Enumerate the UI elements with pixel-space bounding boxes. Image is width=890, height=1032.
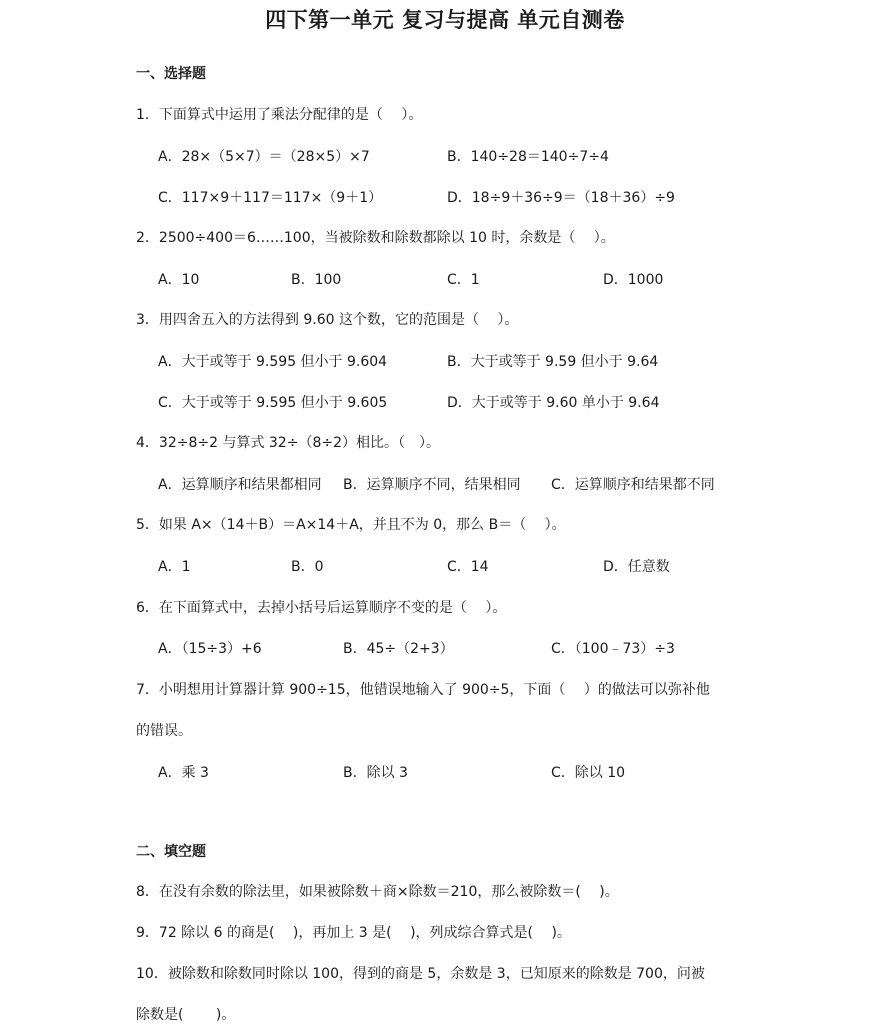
question-5-option-c[interactable]: C．14 bbox=[447, 559, 489, 575]
question-4-option-b[interactable]: B．运算顺序不同，结果相同 bbox=[343, 477, 521, 493]
question-9: 9．72 除以 6 的商是( )，再加上 3 是( )，列成综合算式是( )。 bbox=[136, 925, 571, 941]
question-1-stem: 1．下面算式中运用了乘法分配律的是（ ）。 bbox=[136, 107, 423, 123]
question-1-option-c[interactable]: C．117×9＋117＝117×（9＋1） bbox=[158, 190, 383, 206]
question-6-option-b[interactable]: B．45÷（2+3） bbox=[343, 641, 454, 657]
question-3-option-d[interactable]: D．大于或等于 9.60 单小于 9.64 bbox=[447, 395, 660, 411]
question-5-option-a[interactable]: A．1 bbox=[158, 559, 191, 575]
question-7-option-c[interactable]: C．除以 10 bbox=[551, 765, 626, 781]
question-7-option-b[interactable]: B．除以 3 bbox=[343, 765, 408, 781]
question-3-option-c[interactable]: C．大于或等于 9.595 但小于 9.605 bbox=[158, 395, 388, 411]
question-3-option-b[interactable]: B．大于或等于 9.59 但小于 9.64 bbox=[447, 354, 659, 370]
question-3-option-a[interactable]: A．大于或等于 9.595 但小于 9.604 bbox=[158, 354, 388, 370]
question-5-option-d[interactable]: D．任意数 bbox=[603, 559, 670, 575]
question-4-option-c[interactable]: C．运算顺序和结果都不同 bbox=[551, 477, 715, 493]
question-1-option-a[interactable]: A．28×（5×7）＝（28×5）×7 bbox=[158, 149, 370, 165]
question-8: 8．在没有余数的除法里，如果被除数＋商×除数＝210，那么被除数＝( )。 bbox=[136, 884, 619, 900]
section-heading-fill-blank: 二、填空题 bbox=[136, 844, 206, 860]
question-1-option-d[interactable]: D．18÷9＋36÷9＝（18＋36）÷9 bbox=[447, 190, 675, 206]
question-1-option-b[interactable]: B．140÷28＝140÷7÷4 bbox=[447, 149, 609, 165]
question-7-stem-line-1: 7．小明想用计算器计算 900÷15，他错误地输入了 900÷5，下面（ ）的做法可以弥补他 bbox=[136, 682, 710, 698]
question-6-stem: 6．在下面算式中，去掉小括号后运算顺序不变的是（ ）。 bbox=[136, 600, 507, 616]
question-7-stem-line-2: 的错误。 bbox=[136, 723, 192, 739]
question-4-stem: 4．32÷8÷2 与算式 32÷（8÷2）相比。（ ）。 bbox=[136, 435, 440, 451]
section-heading-choice: 一、选择题 bbox=[136, 66, 206, 82]
question-2-stem: 2．2500÷400＝6……100，当被除数和除数都除以 10 时，余数是（ ）。 bbox=[136, 230, 615, 246]
question-6-option-c[interactable]: C．（100﹣73）÷3 bbox=[551, 641, 675, 657]
page-title: 四下第一单元 复习与提高 单元自测卷 bbox=[265, 8, 625, 32]
question-3-stem: 3．用四舍五入的方法得到 9.60 这个数，它的范围是（ ）。 bbox=[136, 312, 519, 328]
question-10-line-2: 除数是( )。 bbox=[136, 1007, 236, 1023]
question-2-option-d[interactable]: D．1000 bbox=[603, 272, 664, 288]
question-2-option-a[interactable]: A．10 bbox=[158, 272, 200, 288]
question-2-option-c[interactable]: C．1 bbox=[447, 272, 480, 288]
question-7-option-a[interactable]: A．乘 3 bbox=[158, 765, 209, 781]
question-5-stem: 5．如果 A×（14＋B）＝A×14＋A，并且不为 0，那么 B＝（ ）。 bbox=[136, 517, 566, 533]
question-2-option-b[interactable]: B．100 bbox=[291, 272, 342, 288]
question-10-line-1: 10．被除数和除数同时除以 100，得到的商是 5，余数是 3，已知原来的除数是 700，问被 bbox=[136, 966, 705, 982]
question-5-option-b[interactable]: B．0 bbox=[291, 559, 324, 575]
question-4-option-a[interactable]: A．运算顺序和结果都相同 bbox=[158, 477, 322, 493]
question-6-option-a[interactable]: A．（15÷3）+6 bbox=[158, 641, 262, 657]
